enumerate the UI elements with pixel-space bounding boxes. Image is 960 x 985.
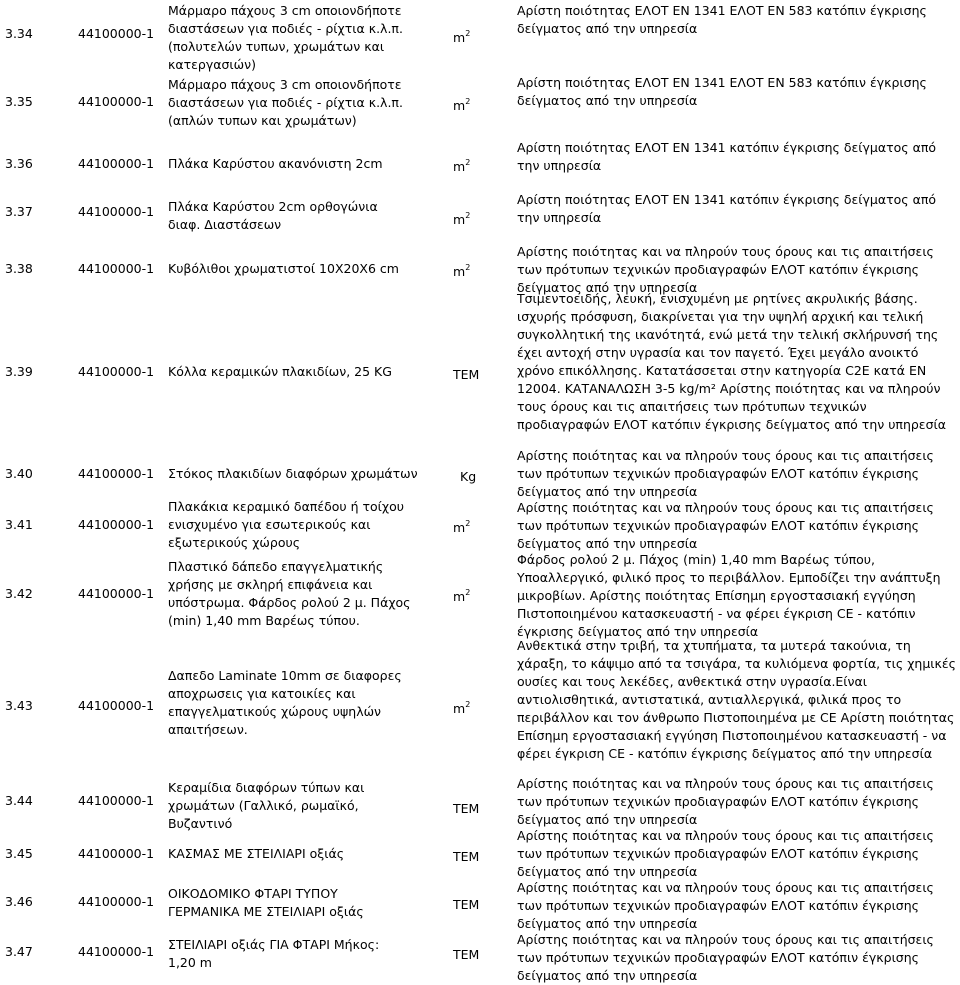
item-unit: ΤΕΜ	[453, 947, 480, 963]
item-specification: Αρίστης ποιότητας και να πληρούν τους όρους και τις απαιτήσεις των πρότυπων τεχνικών προδιαγραφών ΕΛΟΤ κατόπιν έγκρισης δείγματος από την υπηρεσία	[517, 500, 934, 551]
item-code: 44100000-1	[78, 586, 155, 601]
item-code: 44100000-1	[78, 793, 155, 808]
item-number: 3.41	[5, 517, 33, 532]
item-number: 3.39	[5, 364, 33, 379]
item-unit: $m^2$	[453, 588, 471, 605]
item-description: Πλάκα Καρύστου ακανόνιστη 2cm	[168, 156, 383, 171]
item-description: Δαπεδο Laminate 10mm σε διαφορες αποχρωσεις για κατοικίες και επαγγελματικούς χώρους υψηλών απαιτήσεων.	[168, 668, 402, 737]
item-specification: Τσιμεντοειδής, λευκή, ενισχυμένη με ρητίνες ακρυλικής βάσης. ισχυρής πρόσφυση, διακρίνεται για την υψηλή αρχική και τελική συγκολλητική της ικανότητά, ενώ μετά την τελική σκλήρυνσή της έχει αντοχή στην υγρασία και τον παγετό. Έχει μεγάλο ανοικτό χρόνο επικόλλησης. Κατατάσσεται στην κατηγορία C2E κατά ΕΝ 12004. ΚΑΤΑΝΑΛΩΣΗ 3-5 kg/m² Αρίστης ποιότητας και να πληρούν τους όρους και τις απαιτήσεις των πρότυπων τεχνικών προδιαγραφών ΕΛΟΤ κατόπιν έγκρισης δείγματος από την υπηρεσία	[517, 291, 946, 432]
item-unit: ΤΕΜ	[453, 849, 480, 865]
item-code: 44100000-1	[78, 204, 155, 219]
item-unit: $m^2$	[453, 211, 471, 228]
item-specification: Φάρδος ρολού 2 μ. Πάχος (min) 1,40 mm Βαρέως τύπου, Υποαλλεργικό, φιλικό προς το περιβάλλον. Εμποδίζει την ανάπτυξη μικροβίων. Αρίστης ποιότητας Επίσημη εργοστασιακή εγγύηση Πιστοποιημένου κατασκευαστή - να φέρει έγκριση CE - κατόπιν έγκρισης δείγματος από την υπηρεσία	[517, 552, 941, 639]
item-number: 3.46	[5, 894, 33, 909]
item-code: 44100000-1	[78, 517, 155, 532]
item-specification: Ανθεκτικά στην τριβή, τα χτυπήματα, τα μυτερά τακούνια, τη χάραξη, το κάψιμο από τα τσιγάρα, τα κυλιόμενα φορτία, τις χημικές ουσίες και τους λεκέδες, ανθεκτικά στην υγρασία.Είναι αντιολισθητικά, αντιστατικά, αντιαλλεργικά, φιλικά προς το περιβάλλον και τον άνθρωπο Πιστοποιημένα με CE Αρίστη ποιότητας Επίσημη εργοστασιακή εγγύηση Πιστοποιημένου κατασκευαστή - να φέρει έγκριση CE - κατόπιν έγκρισης δείγματος από την υπηρεσία	[517, 638, 956, 761]
item-description: Στόκος πλακιδίων διαφόρων χρωμάτων	[168, 466, 418, 481]
item-specification: Αρίστης ποιότητας και να πληρούν τους όρους και τις απαιτήσεις των πρότυπων τεχνικών προδιαγραφών ΕΛΟΤ κατόπιν έγκρισης δείγματος από την υπηρεσία	[517, 880, 934, 931]
item-unit: ΤΕΜ	[453, 801, 480, 817]
item-description: Πλαστικό δάπεδο επαγγελματικής χρήσης με σκληρή επιφάνεια και υπόστρωμα. Φάρδος ρολού 2 μ. Πάχος (min) 1,40 mm Βαρέως τύπου.	[168, 559, 411, 628]
item-unit: $m^2$	[453, 97, 471, 114]
item-number: 3.35	[5, 94, 33, 109]
item-specification: Αρίστης ποιότητας και να πληρούν τους όρους και τις απαιτήσεις των πρότυπων τεχνικών προδιαγραφών ΕΛΟΤ κατόπιν έγκρισης δείγματος από την υπηρεσία	[517, 828, 934, 879]
item-description: Μάρμαρο πάχους 3 cm οποιονδήποτε διαστάσεων για ποδιές - ρίχτια κ.λ.π. (πολυτελών τυπων, χρωμάτων και κατεργασιών)	[168, 3, 403, 72]
item-description: Κεραμίδια διαφόρων τύπων και χρωμάτων (Γαλλικό, ρωμαϊκό, Βυζαντινό	[168, 780, 365, 831]
item-unit: $m^2$	[453, 700, 471, 717]
item-unit: $m^2$	[453, 519, 471, 536]
item-number: 3.40	[5, 466, 33, 481]
item-unit: Kg	[460, 469, 477, 485]
item-number: 3.44	[5, 793, 33, 808]
item-unit: $m^2$	[453, 29, 471, 46]
item-specification: Αρίστης ποιότητας και να πληρούν τους όρους και τις απαιτήσεις των πρότυπων τεχνικών προδιαγραφών ΕΛΟΤ κατόπιν έγκρισης δείγματος από την υπηρεσία	[517, 932, 934, 983]
item-specification: Αρίστης ποιότητας και να πληρούν τους όρους και τις απαιτήσεις των πρότυπων τεχνικών προδιαγραφών ΕΛΟΤ κατόπιν έγκρισης δείγματος από την υπηρεσία	[517, 448, 934, 499]
item-specification: Αρίστης ποιότητας και να πληρούν τους όρους και τις απαιτήσεις των πρότυπων τεχνικών προδιαγραφών ΕΛΟΤ κατόπιν έγκρισης δείγματος από την υπηρεσία	[517, 244, 934, 295]
item-number: 3.34	[5, 26, 33, 41]
item-specification: Αρίστη ποιότητας ΕΛΟΤ ΕΝ 1341 κατόπιν έγκρισης δείγματος από την υπηρεσία	[517, 140, 936, 173]
item-description: ΚΑΣΜΑΣ ΜΕ ΣΤΕΙΛΙΑΡΙ οξιάς	[168, 846, 345, 861]
item-description: Μάρμαρο πάχους 3 cm οποιονδήποτε διαστάσεων για ποδιές - ρίχτια κ.λ.π. (απλών τυπων και χρωμάτων)	[168, 77, 403, 128]
item-specification: Αρίστη ποιότητας ΕΛΟΤ ΕΝ 1341 ΕΛΟΤ ΕΝ 583 κατόπιν έγκρισης δείγματος από την υπηρεσία	[517, 75, 927, 108]
item-number: 3.37	[5, 204, 33, 219]
item-specification: Αρίστη ποιότητας ΕΛΟΤ ΕΝ 1341 κατόπιν έγκρισης δείγματος από την υπηρεσία	[517, 192, 936, 225]
item-unit: ΤΕΜ	[453, 367, 480, 383]
item-code: 44100000-1	[78, 26, 155, 41]
item-code: 44100000-1	[78, 698, 155, 713]
item-code: 44100000-1	[78, 364, 155, 379]
item-description: Πλάκα Καρύστου 2cm ορθογώνια διαφ. Διαστάσεων	[168, 199, 378, 232]
item-number: 3.45	[5, 846, 33, 861]
item-specification: Αρίστης ποιότητας και να πληρούν τους όρους και τις απαιτήσεις των πρότυπων τεχνικών προδιαγραφών ΕΛΟΤ κατόπιν έγκρισης δείγματος από την υπηρεσία	[517, 776, 934, 827]
item-code: 44100000-1	[78, 94, 155, 109]
item-description: ΟΙΚΟΔΟΜΙΚΟ ΦΤΑΡΙ ΤΥΠΟΥ ΓΕΡΜΑΝΙΚΑ ΜΕ ΣΤΕΙΛΙΑΡΙ οξιάς	[168, 886, 364, 919]
item-specification: Αρίστη ποιότητας ΕΛΟΤ ΕΝ 1341 ΕΛΟΤ ΕΝ 583 κατόπιν έγκρισης δείγματος από την υπηρεσία	[517, 3, 927, 36]
item-description: Κόλλα κεραμικών πλακιδίων, 25 KG	[168, 364, 392, 379]
item-number: 3.36	[5, 156, 33, 171]
item-code: 44100000-1	[78, 466, 155, 481]
item-unit: $m^2$	[453, 158, 471, 175]
item-description: Πλακάκια κεραμικό δαπέδου ή τοίχου ενισχυμένο για εσωτερικούς και εξωτερικούς χώρους	[168, 499, 404, 550]
item-number: 3.38	[5, 261, 33, 276]
item-code: 44100000-1	[78, 156, 155, 171]
item-number: 3.43	[5, 698, 33, 713]
item-code: 44100000-1	[78, 894, 155, 909]
item-code: 44100000-1	[78, 846, 155, 861]
item-number: 3.42	[5, 586, 33, 601]
item-unit: $m^2$	[453, 263, 471, 280]
item-description: Κυβόλιθοι χρωματιστοί 10Χ20Χ6 cm	[168, 261, 399, 276]
item-number: 3.47	[5, 944, 33, 959]
item-code: 44100000-1	[78, 944, 155, 959]
item-description: ΣΤΕΙΛΙΑΡΙ οξιάς ΓΙΑ ΦΤΑΡΙ Μήκος: 1,20 m	[168, 937, 380, 970]
item-code: 44100000-1	[78, 261, 155, 276]
item-unit: ΤΕΜ	[453, 897, 480, 913]
